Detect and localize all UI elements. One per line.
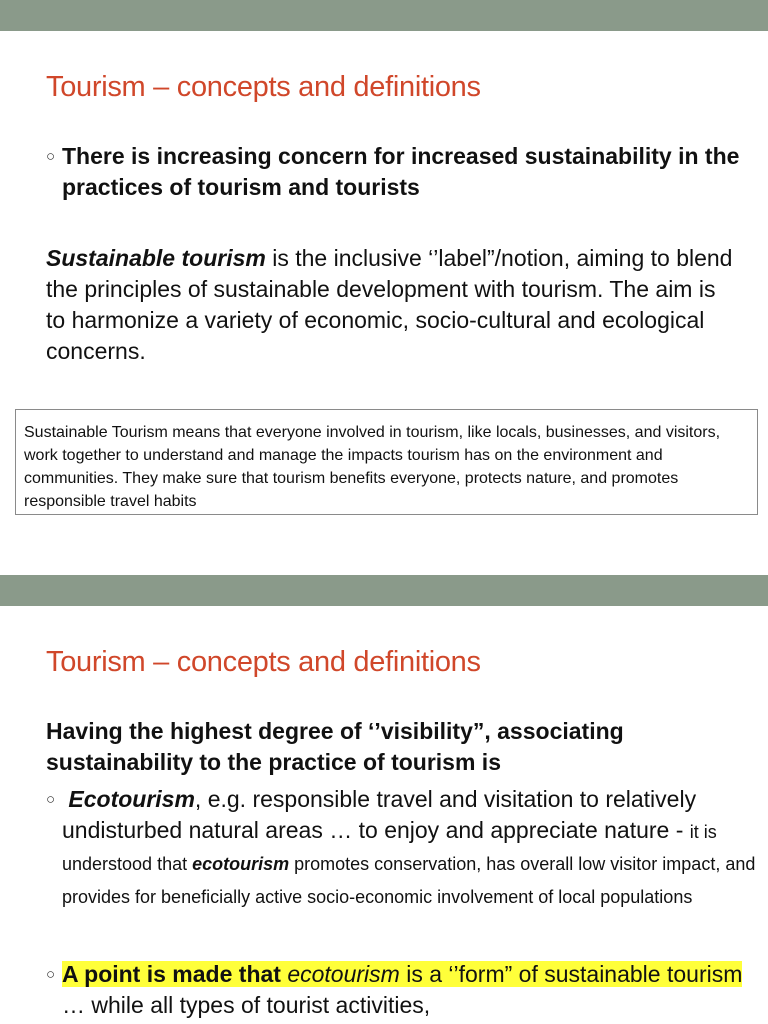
bullet-circle-icon: ○ [46,148,56,165]
bullet-text: … while all types of tourist activities, [62,991,431,1018]
term-ecotourism-inline: ecotourism [192,854,290,874]
sustainable-tourism-paragraph [46,243,736,367]
highlight-text-a: A point is made that [62,961,288,987]
term-ecotourism: Ecotourism [68,786,195,812]
bullet-circle-icon: ○ [46,966,56,983]
bullet-text: There is increasing concern for increased sustainability in the practices of tourism and tourists [62,143,740,200]
bullet-note-b: promotes conservation, has overall low visitor impact, and provides for beneficially active socio-economic involvement of local populations [62,854,756,907]
bullet-note-a: it is understood that [62,821,717,874]
bullet-item [46,141,746,202]
bullet-text: , e.g. responsible travel and visitation to relatively undisturbed natural areas … to enjoy and appreciate nature - [62,786,697,843]
slide-header-bar [0,575,768,606]
slide-header-bar [0,0,768,31]
bullet-item-point [46,959,758,1020]
bullet-item-ecotourism [46,784,758,912]
slide-title: Tourism – concepts and definitions [46,646,481,678]
highlight-text-b: is a ‘’form” of sustainable tourism [399,961,743,987]
definition-text: Sustainable Tourism means that everyone involved in tourism, like locals, businesses, and visitors, work together to understand and manage the impacts tourism has on the environment and communities. They make sure that tourism benefits everyone, protects nature, and promotes responsible travel habits [24,424,721,510]
term-sustainable-tourism: Sustainable tourism [46,245,266,271]
slide-title: Tourism – concepts and definitions [46,71,481,103]
intro-paragraph: Having the highest degree of ‘’visibility”, associating sustainability to the practice of tourism is [46,718,624,775]
paragraph-text: is the inclusive ‘’label”/notion, aiming to blend the principles of sustainable development with tourism. The aim is to harmonize a variety of economic, socio-cultural and ecological concerns. [46,245,733,364]
slide-2 [0,575,768,1024]
term-ecotourism-highlight: ecotourism [287,961,400,987]
bullet-circle-icon: ○ [46,791,56,808]
definition-box [15,409,758,515]
